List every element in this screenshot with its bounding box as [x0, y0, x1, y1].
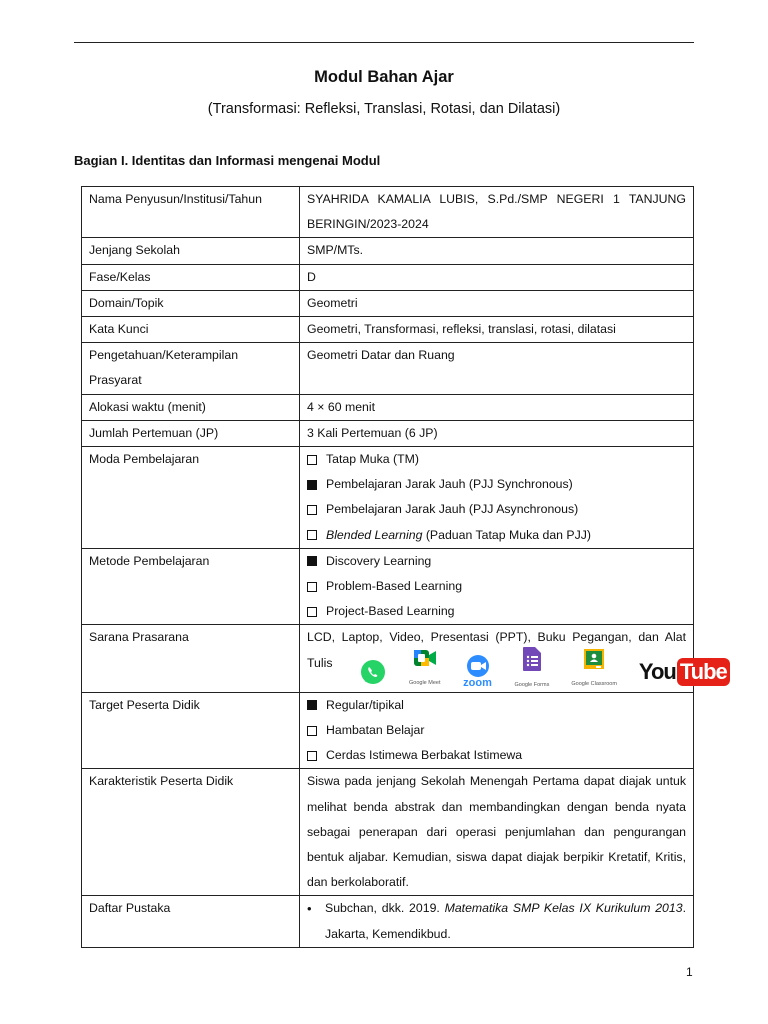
youtube-logo — [639, 658, 730, 686]
metode-options — [300, 548, 694, 625]
table-row — [82, 896, 694, 947]
row-label: Domain/Topik — [82, 290, 300, 316]
row-label: Pengetahuan/Keterampilan Prasyarat — [82, 343, 300, 394]
option-label: Problem-Based Learning — [326, 579, 463, 594]
checkbox-icon[interactable] — [307, 556, 317, 566]
row-label: Jumlah Pertemuan (JP) — [82, 420, 300, 446]
youtube-tube: Tube — [677, 658, 730, 686]
bullet-icon: • — [307, 901, 312, 917]
row-value: Geometri Datar dan Ruang — [300, 343, 694, 394]
youtube-you: You — [638, 659, 676, 685]
option-label — [326, 523, 591, 548]
moda-option — [307, 497, 686, 522]
option-label: Hambatan Belajar — [326, 723, 425, 738]
document-subtitle: (Transformasi: Refleksi, Translasi, Rotasi, dan Dilatasi) — [207, 101, 561, 117]
option-label: Regular/tipikal — [326, 697, 404, 712]
row-label: Nama Penyusun/Institusi/Tahun — [82, 187, 300, 238]
row-label: Daftar Pustaka — [82, 896, 300, 947]
table-row — [82, 420, 694, 446]
reference-text — [325, 896, 686, 946]
option-label-italic: Blended Learning — [326, 527, 423, 542]
moda-option — [307, 472, 686, 497]
metode-option — [307, 549, 686, 574]
reference-publisher: . Jakarta, Kemendikbud. — [325, 901, 686, 941]
google-meet-caption: Google Meet — [409, 679, 441, 686]
checkbox-icon[interactable] — [307, 700, 317, 710]
row-label: Alokasi waktu (menit) — [82, 394, 300, 420]
module-info-table — [81, 186, 727, 948]
checkbox-icon[interactable] — [307, 582, 317, 592]
target-option — [307, 718, 686, 743]
moda-option — [307, 447, 686, 472]
row-label: Karakteristik Peserta Didik — [82, 769, 300, 896]
reference-author: Subchan, dkk. 2019. — [325, 901, 445, 916]
table-row — [82, 343, 694, 394]
zoom-icon — [463, 654, 493, 689]
option-label: Project-Based Learning — [326, 604, 455, 619]
row-value: LCD, Laptop, Video, Presentasi (PPT), Buku Pegangan, dan Alat Tulis — [307, 630, 686, 670]
checkbox-icon[interactable] — [307, 530, 317, 540]
target-option — [307, 693, 686, 718]
option-label: Cerdas Istimewa Berbakat Istimewa — [326, 748, 523, 763]
checkbox-icon[interactable] — [307, 505, 317, 515]
table-row — [82, 394, 694, 420]
google-classroom-icon — [571, 647, 617, 697]
table-row — [82, 447, 694, 549]
table-row — [82, 187, 694, 238]
top-rule — [74, 42, 694, 43]
row-label: Kata Kunci — [82, 317, 300, 343]
row-value: Geometri — [300, 290, 694, 316]
table-row — [82, 548, 694, 625]
zoom-wordmark: zoom — [463, 677, 492, 690]
row-label: Target Peserta Didik — [82, 692, 300, 769]
checkbox-icon[interactable] — [307, 607, 317, 617]
row-label: Metode Pembelajaran — [82, 548, 300, 625]
row-value: 3 Kali Pertemuan (6 JP) — [300, 420, 694, 446]
checkbox-icon[interactable] — [307, 455, 317, 465]
google-meet-icon — [409, 648, 441, 696]
reference-title: Matematika SMP Kelas IX Kurikulum 2013 — [444, 901, 683, 916]
option-label: Discovery Learning — [326, 553, 432, 568]
app-logos — [307, 652, 727, 692]
google-forms-icon — [515, 646, 550, 698]
document-title: Modul Bahan Ajar — [314, 68, 454, 86]
table-row — [82, 692, 694, 769]
option-label: Pembelajaran Jarak Jauh (PJJ Asynchronous) — [326, 502, 579, 517]
row-value: Geometri, Transformasi, refleksi, translasi, rotasi, dilatasi — [300, 317, 694, 343]
reference-list — [300, 896, 694, 947]
option-label: Tatap Muka (TM) — [326, 452, 419, 467]
table-row — [82, 625, 694, 692]
table-row — [82, 769, 694, 896]
metode-option — [307, 599, 686, 624]
checkbox-icon[interactable] — [307, 480, 317, 490]
table-row — [82, 317, 694, 343]
moda-options — [300, 447, 694, 549]
section-heading: Bagian I. Identitas dan Informasi mengenai Modul — [74, 153, 381, 168]
row-value: 4 × 60 menit — [300, 394, 694, 420]
row-value: D — [300, 264, 694, 290]
option-label-rest: (Paduan Tatap Muka dan PJJ) — [422, 527, 592, 542]
page-number: 1 — [686, 965, 693, 979]
table-row — [82, 264, 694, 290]
table-row — [82, 290, 694, 316]
metode-option — [307, 574, 686, 599]
row-label: Fase/Kelas — [82, 264, 300, 290]
target-option — [307, 743, 686, 768]
checkbox-icon[interactable] — [307, 726, 317, 736]
option-label: Pembelajaran Jarak Jauh (PJJ Synchronous) — [326, 477, 573, 492]
table-row — [82, 238, 694, 264]
google-classroom-caption: Google Classroom — [571, 680, 617, 687]
target-options — [300, 692, 694, 769]
row-value: Siswa pada jenjang Sekolah Menengah Pertama dapat diajak untuk melihat benda abstrak dan membandingkan dengan benda nyata sebagai penerapan dari operasi penjumlahan dan pengurangan bentuk aljabar. Kemudian, siswa dapat diajak berpikir Kretatif, Kritis, dan berkolaboratif. — [300, 769, 694, 896]
row-label: Moda Pembelajaran — [82, 447, 300, 549]
google-forms-caption: Google Forms — [514, 681, 550, 688]
row-value: SMP/MTs. — [300, 238, 694, 264]
sarana-cell — [300, 625, 727, 692]
row-label: Sarana Prasarana — [82, 625, 300, 692]
reference-item — [307, 896, 686, 946]
checkbox-icon[interactable] — [307, 751, 317, 761]
whatsapp-icon — [359, 658, 387, 686]
moda-option — [307, 523, 686, 548]
row-value: SYAHRIDA KAMALIA LUBIS, S.Pd./SMP NEGERI 1 TANJUNG BERINGIN/2023-2024 — [300, 187, 694, 238]
row-label: Jenjang Sekolah — [82, 238, 300, 264]
